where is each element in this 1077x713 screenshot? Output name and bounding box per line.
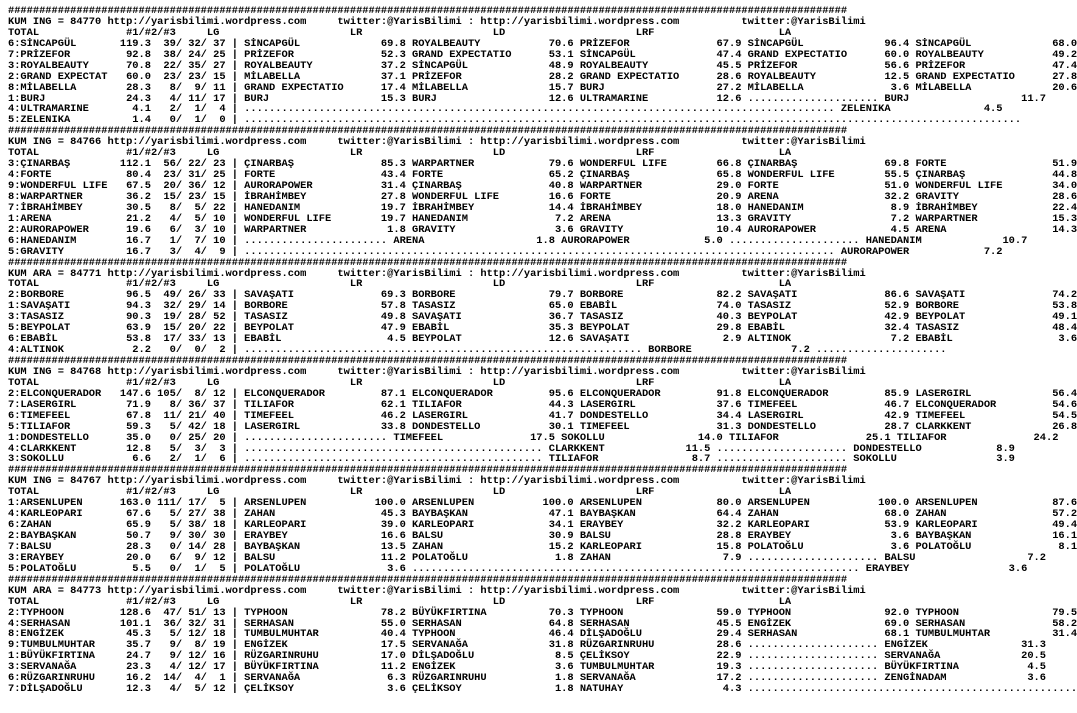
sheet-line: KUM ING = 84766 http://yarisbilimi.wordpress.com twitter:@YarisBilimi : http://yarisbilimi.wordpress.com twitter:@YarisBilimi (8, 136, 866, 149)
sheet-line: 7:PRİZEFOR 92.8 38/ 24/ 25 | PRİZEFOR 52.3 GRAND EXPECTATIO 53.1 SİNCAPGÜL 47.4 GRAND EXPECTATIO 60.0 ROYALBEAUTY 49.2 (8, 48, 1077, 61)
sheet-line: 6:TIMEFEEL 67.8 11/ 21/ 40 | TIMEFEEL 46.2 LASERGIRL 41.7 DONDESTELLO 34.4 LASERGIRL 42.9 TIMEFEEL 54.5 (8, 409, 1077, 422)
sheet-line: 3:ÇINARBAŞ 112.1 56/ 22/ 23 | ÇINARBAŞ 85.3 WARPARTNER 79.6 WONDERFUL LIFE 66.8 ÇINARBAŞ 69.8 FORTE 51.9 (8, 158, 1077, 171)
sheet-line: 3:SERVANAĞA 23.3 4/ 12/ 17 | BÜYÜKFIRTINA 11.2 ENGİZEK 3.6 TUMBULMUHTAR 19.3 ..................... BÜYÜKFIRTINA 4.5 (8, 661, 1046, 674)
sheet-line: 7:LASERGIRL 71.9 8/ 36/ 37 | TILIAFOR 62.1 TILIAFOR 44.3 LASERGIRL 37.6 TIMEFEEL 46.7 ELCONQUERADOR 54.6 (8, 398, 1077, 411)
sheet-line: 1:BÜYÜKFIRTINA 24.7 9/ 12/ 16 | RÜZGARINRUHU 17.0 DİLŞADOĞLU 8.5 ÇELİKSOY 22.9 ..................... SERVANAĞA 20.5 (8, 650, 1046, 663)
sheet-line: TOTAL #1/#2/#3 LG LR LD LRF LA (8, 595, 792, 608)
sheet-line: 6:EBABİL 53.8 17/ 33/ 13 | EBABİL 4.5 BEYPOLAT 12.6 SAVAŞATI 2.9 ALTINOK 7.2 EBABİL 3.6 (8, 333, 1077, 346)
sheet-line: 8:WARPARTNER 36.2 15/ 23/ 15 | İBRAHİMBEY 27.8 WONDERFUL LIFE 16.6 FORTE 20.9 ARENA 32.2 GRAVITY 28.6 (8, 190, 1077, 203)
results-sheet (8, 6, 1077, 695)
sheet-line: KUM ARA = 84773 http://yarisbilimi.wordpress.com twitter:@YarisBilimi : http://yarisbilimi.wordpress.com twitter:@YarisBilimi (8, 584, 866, 597)
sheet-line: 1:ARSENLUPEN 163.0 111/ 17/ 5 | ARSENLUPEN 100.0 ARSENLUPEN 100.0 ARSENLUPEN 80.0 ARSENLUPEN 100.0 ARSENLUPEN 87.6 (8, 497, 1077, 510)
sheet-line: ####################################################################################################################################### (8, 464, 848, 477)
sheet-line: 2:BORBORE 96.5 49/ 26/ 33 | SAVAŞATI 69.3 BORBORE 79.7 BORBORE 82.2 SAVAŞATI 86.6 SAVAŞATI 74.2 (8, 289, 1077, 302)
sheet-line: 1:SAVAŞATI 94.3 32/ 29/ 14 | BORBORE 57.8 TASASIZ 65.0 EBABİL 74.0 TASASIZ 52.9 BORBORE 53.8 (8, 300, 1077, 313)
sheet-line: 4:ALTINOK 2.2 0/ 0/ 2 | ................................................................ BORBORE 7.2 ..................... (8, 344, 947, 357)
sheet-line: 5:GRAVITY 16.7 3/ 4/ 9 | ............................................................................................... AURORAPOWER 7.2 (8, 245, 1003, 258)
sheet-line: KUM ING = 84768 http://yarisbilimi.wordpress.com twitter:@YarisBilimi : http://yarisbilimi.wordpress.com twitter:@YarisBilimi (8, 365, 866, 378)
sheet-line: ####################################################################################################################################### (8, 355, 848, 367)
sheet-line: TOTAL #1/#2/#3 LG LR LD LRF LA (8, 376, 792, 389)
sheet-line: 7:BALSU 28.3 0/ 14/ 28 | BAYBAŞKAN 13.5 ZAHAN 15.2 KARLEOPARI 15.8 POLATOĞLU 3.6 POLATOĞLU 8.1 (8, 540, 1077, 553)
sheet-line: 5:TILIAFOR 59.3 5/ 42/ 18 | LASERGIRL 33.8 DONDESTELLO 30.1 TIMEFEEL 31.3 DONDESTELLO 28.7 CLARKKENT 26.8 (8, 420, 1077, 433)
sheet-line: 7:DİLŞADOĞLU 12.3 4/ 5/ 12 | ÇELİKSOY 3.6 ÇELİKSOY 1.8 NATUHAY 4.3 ..................................................... (8, 683, 1077, 696)
sheet-line: TOTAL #1/#2/#3 LG LR LD LRF LA (8, 26, 792, 39)
sheet-line: 4:FORTE 80.4 23/ 31/ 25 | FORTE 43.4 FORTE 65.2 ÇINARBAŞ 65.8 WONDERFUL LIFE 55.5 ÇINARBAŞ 44.8 (8, 169, 1077, 182)
sheet-line: 1:ARENA 21.2 4/ 5/ 10 | WONDERFUL LIFE 19.7 HANEDANIM 7.2 ARENA 13.3 GRAVITY 7.2 WARPARTNER 15.3 (8, 212, 1077, 225)
sheet-line: TOTAL #1/#2/#3 LG LR LD LRF LA (8, 147, 792, 160)
sheet-line: 5:ZELENIKA 1.4 0/ 1/ 0 | ............................................................................................................................. (8, 114, 1022, 127)
sheet-line: KUM ING = 84770 http://yarisbilimi.wordpress.com twitter:@YarisBilimi : http://yarisbilimi.wordpress.com twitter:@YarisBilimi (8, 15, 866, 28)
sheet-line: 1:DONDESTELLO 35.0 0/ 25/ 20 | ....................... TIMEFEEL 17.5 SOKOLLU 14.0 TILIAFOR 25.1 TILIAFOR 24.2 (8, 431, 1059, 444)
sheet-line: 3:ROYALBEAUTY 70.8 22/ 35/ 27 | ROYALBEAUTY 37.2 SİNCAPGÜL 48.9 ROYALBEAUTY 45.5 PRİZEFOR 56.6 PRİZEFOR 47.4 (8, 59, 1077, 72)
sheet-line: 7:İBRAHİMBEY 30.5 8/ 5/ 22 | HANEDANIM 19.7 İBRAHİMBEY 14.4 İBRAHİMBEY 18.0 HANEDANIM 8.9 İBRAHİMBEY 22.4 (8, 201, 1077, 214)
sheet-line: 6:SİNCAPGÜL 119.3 39/ 32/ 37 | SİNCAPGÜL 69.8 ROYALBEAUTY 70.6 PRİZEFOR 67.9 SİNCAPGÜL 96.4 SİNCAPGÜL 68.0 (8, 37, 1077, 50)
sheet-line: 3:SOKOLLU 6.6 2/ 1/ 6 | ................................................ TILIAFOR 8.7 ..................... SOKOLLU 3.9 (8, 453, 1015, 466)
sheet-line: ####################################################################################################################################### (8, 256, 848, 269)
sheet-line: KUM ARA = 84771 http://yarisbilimi.wordpress.com twitter:@YarisBilimi : http://yarisbilimi.wordpress.com twitter:@YarisBilimi (8, 267, 866, 280)
sheet-line: 2:TYPHOON 128.6 47/ 51/ 13 | TYPHOON 78.2 BÜYÜKFIRTINA 70.3 TYPHOON 59.0 TYPHOON 92.0 TYPHOON 79.5 (8, 606, 1077, 619)
sheet-line: 6:ZAHAN 65.9 5/ 38/ 18 | KARLEOPARI 39.0 KARLEOPARI 34.1 ERAYBEY 32.2 KARLEOPARI 53.9 KARLEOPARI 49.4 (8, 519, 1077, 532)
sheet-line: 5:POLATOĞLU 5.5 0/ 1/ 5 | POLATOĞLU 3.6 ........................................................................ ERAYBEY 3.6 (8, 562, 1028, 575)
sheet-line: 2:AURORAPOWER 19.6 6/ 3/ 10 | WARPARTNER 1.8 GRAVITY 3.6 GRAVITY 10.4 AURORAPOWER 4.5 ARENA 14.3 (8, 223, 1077, 236)
sheet-line: 8:MİLABELLA 28.3 8/ 9/ 11 | GRAND EXPECTATIO 17.4 MİLABELLA 15.7 BURJ 27.2 MİLABELLA 3.6 MİLABELLA 20.6 (8, 81, 1077, 94)
sheet-line: KUM ING = 84767 http://yarisbilimi.wordpress.com twitter:@YarisBilimi : http://yarisbilimi.wordpress.com twitter:@YarisBilimi (8, 475, 866, 488)
sheet-line: ####################################################################################################################################### (8, 573, 848, 586)
sheet-line: ####################################################################################################################################### (8, 125, 848, 138)
sheet-line: TOTAL #1/#2/#3 LG LR LD LRF LA (8, 486, 792, 499)
sheet-line: 1:BURJ 24.3 4/ 11/ 17 | BURJ 15.3 BURJ 12.6 ULTRAMARINE 12.6 ..................... BURJ 11.7 (8, 92, 1046, 105)
sheet-line: 4:CLARKKENT 12.8 5/ 3/ 3 | ................................................ CLARKKENT 11.5 ..................... DONDESTELLO 8.9 (8, 442, 1015, 455)
sheet-line: 2:ELCONQUERADOR 147.6 105/ 8/ 12 | ELCONQUERADOR 87.1 ELCONQUERADOR 95.6 ELCONQUERADOR 91.8 ELCONQUERADOR 85.9 LASERGIRL 56.4 (8, 387, 1077, 400)
sheet-line: 4:KARLEOPARI 67.6 5/ 27/ 38 | ZAHAN 45.3 BAYBAŞKAN 47.1 BAYBAŞKAN 64.4 ZAHAN 68.0 ZAHAN 57.2 (8, 508, 1077, 521)
sheet-line: 2:BAYBAŞKAN 50.7 9/ 30/ 30 | ERAYBEY 16.6 BALSU 30.9 BALSU 28.8 ERAYBEY 3.6 BAYBAŞKAN 16.1 (8, 530, 1077, 542)
sheet-line: 6:HANEDANIM 16.7 1/ 7/ 10 | ....................... ARENA 1.8 AURORAPOWER 5.0 ..................... HANEDANIM 10.7 (8, 234, 1028, 247)
sheet-line: 2:GRAND EXPECTAT 60.0 23/ 23/ 15 | MİLABELLA 37.1 PRİZEFOR 28.2 GRAND EXPECTATIO 28.6 ROYALBEAUTY 12.5 GRAND EXPECTATIO 27.8 (8, 70, 1077, 83)
sheet-line: TOTAL #1/#2/#3 LG LR LD LRF LA (8, 278, 792, 291)
sheet-line: 4:SERHASAN 101.1 36/ 32/ 31 | SERHASAN 55.0 SERHASAN 64.8 SERHASAN 45.5 ENGİZEK 69.0 SERHASAN 58.2 (8, 617, 1077, 630)
sheet-line: 4:ULTRAMARINE 4.1 2/ 1/ 4 | ............................................................................................... ZELENIKA 4.5 (8, 103, 1003, 116)
sheet-line: 8:ENGİZEK 45.3 5/ 12/ 18 | TUMBULMUHTAR 40.4 TYPHOON 46.4 DİLŞADOĞLU 29.4 SERHASAN 68.1 TUMBULMUHTAR 31.4 (8, 628, 1077, 641)
sheet-line: ####################################################################################################################################### (8, 5, 848, 17)
sheet-line: 3:TASASIZ 90.3 19/ 28/ 52 | TASASIZ 49.8 SAVAŞATI 36.7 TASASIZ 40.3 BEYPOLAT 42.9 BEYPOLAT 49.1 (8, 311, 1077, 324)
sheet-line: 6:RÜZGARINRUHU 16.2 14/ 4/ 1 | SERVANAĞA 6.3 RÜZGARINRUHU 1.8 SERVANAĞA 17.2 ..................... ZENGİNADAM 3.6 (8, 672, 1046, 685)
sheet-line: 5:BEYPOLAT 63.9 15/ 20/ 22 | BEYPOLAT 47.9 EBABİL 35.3 BEYPOLAT 29.8 EBABİL 32.4 TASASIZ 48.4 (8, 322, 1077, 335)
sheet-line: 3:ERAYBEY 20.0 6/ 9/ 12 | BALSU 11.2 POLATOĞLU 1.8 ZAHAN 7.9 ..................... BALSU 7.2 (8, 551, 1046, 564)
sheet-line: 9:WONDERFUL LIFE 67.5 20/ 36/ 12 | AURORAPOWER 31.4 ÇINARBAŞ 40.8 WARPARTNER 29.0 FORTE 51.0 WONDERFUL LIFE 34.0 (8, 180, 1077, 192)
sheet-line: 9:TUMBULMUHTAR 35.7 9/ 8/ 19 | ENGİZEK 17.5 SERVANAĞA 31.8 RÜZGARINRUHU 28.6 ..................... ENGİZEK 31.3 (8, 639, 1046, 652)
